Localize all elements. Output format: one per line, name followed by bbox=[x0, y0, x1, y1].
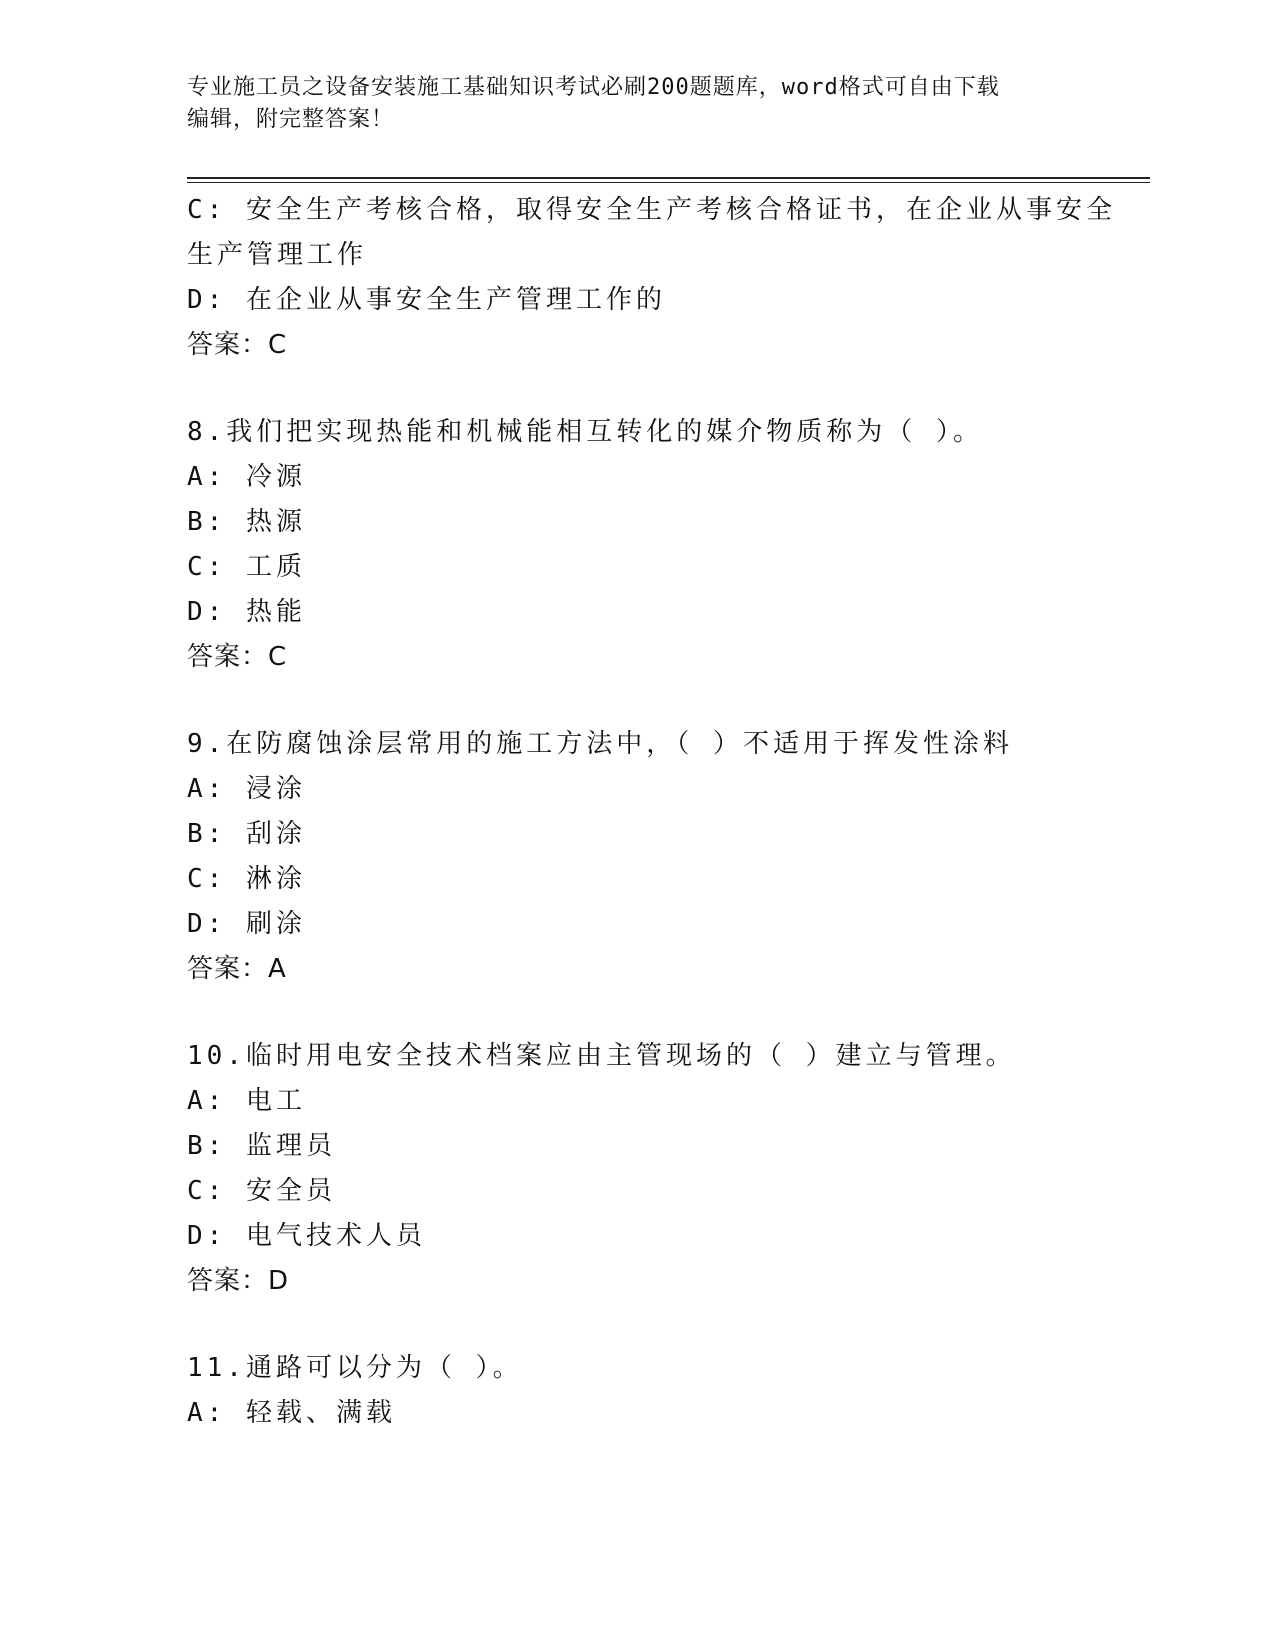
option-d: D: 在企业从事安全生产管理工作的 bbox=[187, 285, 666, 315]
option-c: C: 淋涂 bbox=[187, 864, 306, 894]
question-8 bbox=[187, 410, 1127, 680]
answer: 答案：A bbox=[187, 954, 287, 984]
option-b: B: 热源 bbox=[187, 507, 306, 537]
option-d: D: 热能 bbox=[187, 597, 306, 627]
header-line-1: 专业施工员之设备安装施工基础知识考试必刷200题题库，word格式可自由下载 bbox=[187, 75, 1000, 100]
option-d: D: 电气技术人员 bbox=[187, 1221, 426, 1251]
option-c: C: 安全员 bbox=[187, 1176, 336, 1206]
option-c-continued: 生产管理工作 bbox=[187, 240, 368, 270]
option-a: A: 冷源 bbox=[187, 462, 306, 492]
question-fragment bbox=[187, 188, 1127, 368]
question-11 bbox=[187, 1346, 1127, 1436]
question-stem: 9.在防腐蚀涂层常用的施工方法中，（ ）不适用于挥发性涂料 bbox=[187, 729, 1013, 759]
option-d: D: 刷涂 bbox=[187, 909, 306, 939]
option-c: C: 工质 bbox=[187, 552, 306, 582]
option-a: A: 轻载、满载 bbox=[187, 1398, 396, 1428]
option-b: B: 监理员 bbox=[187, 1131, 336, 1161]
header-rule-thick bbox=[187, 177, 1150, 179]
option-a: A: 浸涂 bbox=[187, 774, 306, 804]
question-10 bbox=[187, 1034, 1127, 1304]
question-stem: 8.我们把实现热能和机械能相互转化的媒介物质称为（ ）。 bbox=[187, 417, 983, 447]
header-line-2: 编辑，附完整答案！ bbox=[187, 107, 395, 132]
document-body bbox=[187, 188, 1127, 1436]
document-header bbox=[187, 72, 1087, 136]
question-stem: 11.通路可以分为（ ）。 bbox=[187, 1353, 523, 1383]
header-rule-thin bbox=[187, 182, 1150, 183]
option-b: B: 刮涂 bbox=[187, 819, 306, 849]
option-a: A: 电工 bbox=[187, 1086, 306, 1116]
question-stem: 10.临时用电安全技术档案应由主管现场的（ ）建立与管理。 bbox=[187, 1041, 1016, 1071]
option-c: C: 安全生产考核合格，取得安全生产考核合格证书，在企业从事安全 bbox=[187, 195, 1116, 225]
answer: 答案：C bbox=[187, 642, 288, 672]
answer: 答案：C bbox=[187, 330, 288, 360]
question-9 bbox=[187, 722, 1127, 992]
answer: 答案：D bbox=[187, 1266, 290, 1296]
